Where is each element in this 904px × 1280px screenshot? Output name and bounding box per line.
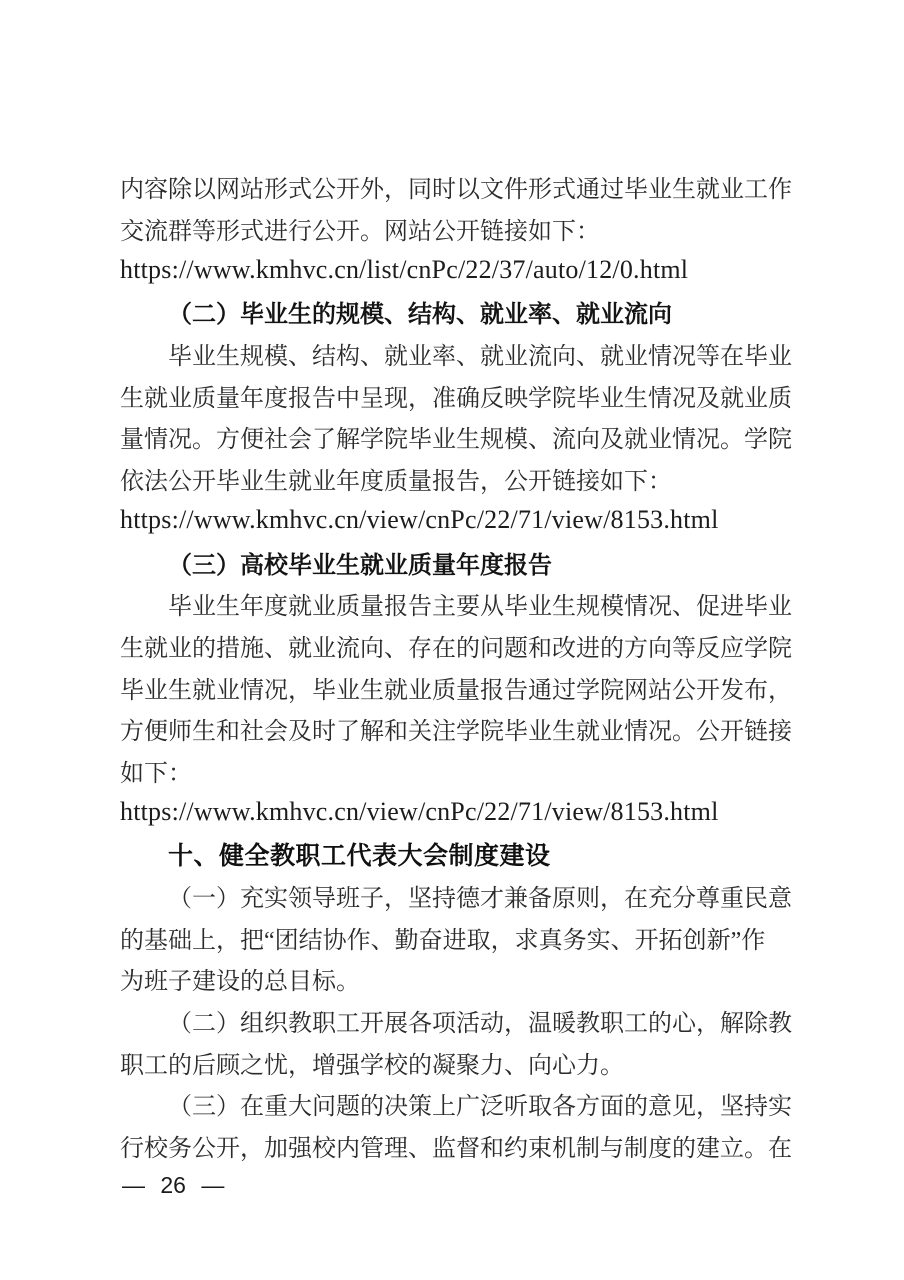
body-line: 方便师生和社会及时了解和关注学院毕业生就业情况。公开链接 [120,719,792,746]
subsection-heading: （二）毕业生的规模、结构、就业率、就业流向 [168,302,672,329]
body-line: 如下： [120,760,192,787]
body-line: 依法公开毕业生就业年度质量报告，公开链接如下： [120,469,672,496]
body-line: 交流群等形式进行公开。网站公开链接如下： [120,219,600,246]
body-line: 职工的后顾之忧，增强学校的凝聚力、向心力。 [120,1052,624,1079]
url-line: https://www.kmhvc.cn/list/cnPc/22/37/auto/12/0.html [120,255,689,285]
body-line: （三）在重大问题的决策上广泛听取各方面的意见，坚持实 [168,1094,792,1121]
body-line: 内容除以网站形式公开外，同时以文件形式通过毕业生就业工作 [120,177,792,204]
body-line: 毕业生就业情况，毕业生就业质量报告通过学院网站公开发布， [120,677,792,704]
body-line: 生就业的措施、就业流向、存在的问题和改进的方向等反应学院 [120,635,792,662]
subsection-heading: （三）高校毕业生就业质量年度报告 [168,552,552,579]
body-line: 毕业生规模、结构、就业率、就业流向、就业情况等在毕业 [168,344,792,371]
body-line: （一）充实领导班子，坚持德才兼备原则，在充分尊重民意 [168,886,792,913]
body-line: 生就业质量年度报告中呈现，准确反映学院毕业生情况及就业质 [120,385,792,412]
body-line: 毕业生年度就业质量报告主要从毕业生规模情况、促进毕业 [168,594,792,621]
url-line: https://www.kmhvc.cn/view/cnPc/22/71/view/8153.html [120,505,719,535]
body-line: 行校务公开，加强校内管理、监督和约束机制与制度的建立。在 [120,1136,792,1163]
body-line: 的基础上，把“团结协作、勤奋进取，求真务实、开拓创新”作 [120,927,766,954]
document-body [120,166,796,1167]
body-line: 量情况。方便社会了解学院毕业生规模、流向及就业情况。学院 [120,427,792,454]
page-number: — 26 — [122,1172,225,1198]
body-line: 为班子建设的总目标。 [120,969,360,996]
section-heading: 十、健全教职工代表大会制度建设 [168,841,551,870]
body-line: （二）组织教职工开展各项活动，温暖教职工的心，解除教 [168,1011,792,1038]
url-line: https://www.kmhvc.cn/view/cnPc/22/71/view/8153.html [120,797,719,827]
